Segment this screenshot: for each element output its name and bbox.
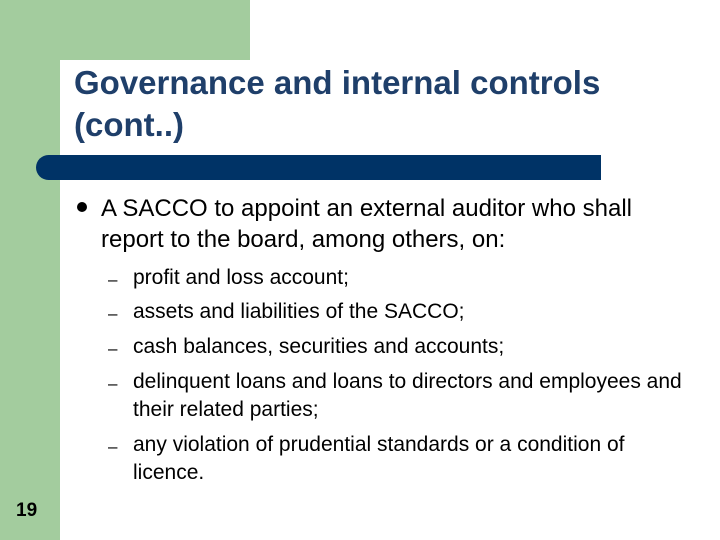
slide-title: Governance and internal controls (cont..): [74, 64, 601, 143]
page-number: 19: [16, 500, 38, 521]
left-accent-bar: [0, 0, 60, 540]
bullet-icon: [77, 202, 87, 212]
sub-bullet-item: any violation of prudential standards or a condition of licence.: [133, 433, 625, 484]
top-accent-block: [60, 0, 250, 60]
bullet-text: A SACCO to appoint an external auditor who shall report to the board, among others, on:: [101, 195, 632, 253]
sub-bullet-item: cash balances, securities and accounts;: [133, 335, 505, 358]
sub-bullet-item: profit and loss account;: [133, 266, 349, 289]
dash-icon: –: [108, 304, 118, 323]
sub-bullet-item: assets and liabilities of the SACCO;: [133, 300, 465, 323]
dash-icon: –: [108, 437, 118, 456]
sub-bullet-item: delinquent loans and loans to directors and employees and their related parties;: [133, 370, 682, 421]
dash-icon: –: [108, 374, 118, 393]
dash-icon: –: [108, 339, 118, 358]
dash-icon: –: [108, 270, 118, 289]
title-underline-bar: [36, 155, 601, 180]
